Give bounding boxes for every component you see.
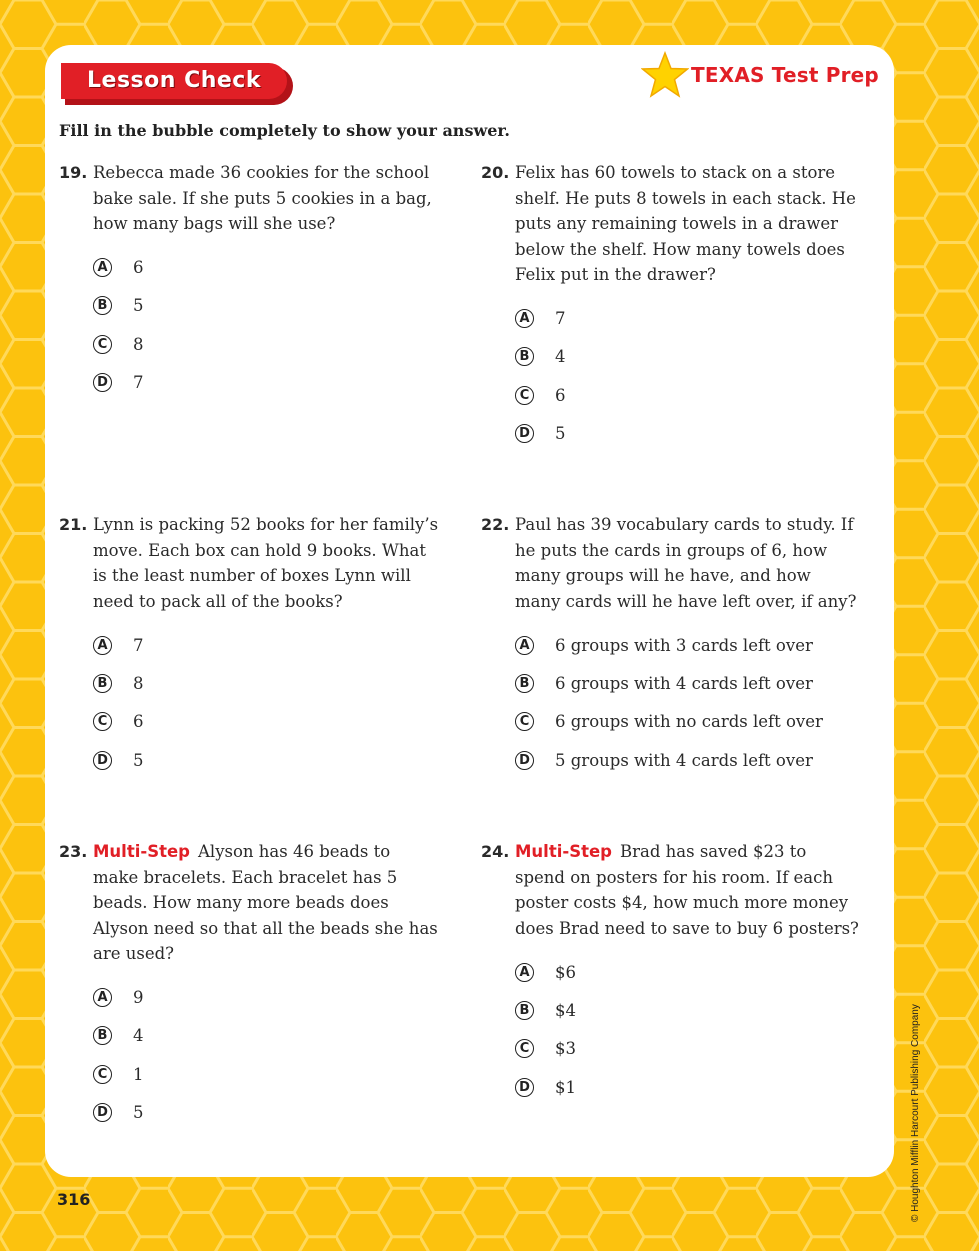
option-text: 7 <box>133 635 144 655</box>
answer-bubble-c[interactable]: C <box>515 1039 534 1058</box>
option-b[interactable] <box>93 1017 439 1055</box>
option-text: 6 <box>555 385 566 405</box>
option-text: $1 <box>555 1077 576 1097</box>
question-19 <box>59 160 439 402</box>
answer-bubble-a[interactable]: A <box>93 258 112 277</box>
question-number: 20. <box>481 163 510 182</box>
option-text: 8 <box>133 334 144 354</box>
option-c[interactable] <box>515 703 861 741</box>
question-23 <box>59 839 439 1132</box>
question-20 <box>481 160 861 453</box>
answer-bubble-a[interactable]: A <box>515 309 534 328</box>
option-a[interactable] <box>93 249 439 287</box>
lesson-check-banner <box>61 63 293 105</box>
answer-bubble-d[interactable]: D <box>515 424 534 443</box>
option-c[interactable] <box>93 1055 439 1093</box>
option-d[interactable] <box>515 741 861 779</box>
option-c[interactable] <box>93 325 439 363</box>
multi-step-label: Multi-Step <box>93 842 190 861</box>
option-text: 7 <box>555 309 566 329</box>
question-text: Alyson has 46 beads to make bracelets. Each bracelet has 5 beads. How many more beads does Alyson need so that all the beads she has are used? <box>93 842 438 963</box>
option-a[interactable] <box>515 953 861 991</box>
answer-bubble-b[interactable]: B <box>93 1026 112 1045</box>
instructions: Fill in the bubble completely to show your answer. <box>59 121 510 140</box>
option-a[interactable] <box>93 979 439 1017</box>
question-22 <box>481 512 861 779</box>
answer-bubble-b[interactable]: B <box>515 347 534 366</box>
question-text-block <box>515 839 861 941</box>
question-number: 23. <box>59 842 88 861</box>
question-text: Rebecca made 36 cookies for the school bake sale. If she puts 5 cookies in a bag, how many bags will she use? <box>93 163 432 233</box>
question-number: 21. <box>59 515 88 534</box>
option-d[interactable] <box>515 414 861 452</box>
option-text: 9 <box>133 988 144 1008</box>
option-c[interactable] <box>515 376 861 414</box>
answer-bubble-d[interactable]: D <box>515 1078 534 1097</box>
answer-bubble-a[interactable]: A <box>515 963 534 982</box>
option-a[interactable] <box>515 300 861 338</box>
answer-bubble-d[interactable]: D <box>93 1103 112 1122</box>
option-a[interactable] <box>515 626 861 664</box>
question-text: Lynn is packing 52 books for her family’s move. Each box can hold 9 books. What is the least number of boxes Lynn will need to pack all of the books? <box>93 515 439 611</box>
answer-bubble-c[interactable]: C <box>93 712 112 731</box>
answer-bubble-c[interactable]: C <box>93 335 112 354</box>
option-text: 6 groups with 4 cards left over <box>555 673 813 693</box>
option-d[interactable] <box>93 363 439 401</box>
option-text: $4 <box>555 1000 576 1020</box>
option-text: 5 <box>555 424 566 444</box>
answer-bubble-b[interactable]: B <box>515 1001 534 1020</box>
option-text: 5 groups with 4 cards left over <box>555 750 813 770</box>
answer-bubble-d[interactable]: D <box>515 751 534 770</box>
option-d[interactable] <box>93 1093 439 1131</box>
question-number: 19. <box>59 163 88 182</box>
question-number: 24. <box>481 842 510 861</box>
option-b[interactable] <box>515 338 861 376</box>
answer-bubble-a[interactable]: A <box>93 636 112 655</box>
multi-step-label: Multi-Step <box>515 842 612 861</box>
option-d[interactable] <box>93 741 439 779</box>
option-text: $3 <box>555 1039 576 1059</box>
option-text: 5 <box>133 296 144 316</box>
page-number: 316 <box>57 1190 91 1209</box>
question-number: 22. <box>481 515 510 534</box>
question-text: Felix has 60 towels to stack on a store shelf. He puts 8 towels in each stack. He puts any remaining towels in a drawer below the shelf. How many towels does Felix put in the drawer? <box>515 163 856 284</box>
lesson-check-label: Lesson Check <box>61 63 287 99</box>
option-b[interactable] <box>515 991 861 1029</box>
answer-bubble-c[interactable]: C <box>515 386 534 405</box>
question-text: Brad has saved $23 to spend on posters for his room. If each poster costs $4, how much more money does Brad need to save to buy 6 posters? <box>515 842 859 938</box>
option-text: 6 groups with no cards left over <box>555 712 823 732</box>
test-prep-label: TEXAS Test Prep <box>691 63 879 87</box>
answer-bubble-a[interactable]: A <box>515 636 534 655</box>
option-text: 1 <box>133 1064 144 1084</box>
texas-test-prep-logo <box>641 50 879 100</box>
answer-bubble-b[interactable]: B <box>93 674 112 693</box>
answer-bubble-d[interactable]: D <box>93 373 112 392</box>
question-21 <box>59 512 439 779</box>
option-text: 7 <box>133 373 144 393</box>
copyright-notice: © Houghton Mifflin Harcourt Publishing Company <box>910 1004 921 1222</box>
answer-bubble-a[interactable]: A <box>93 988 112 1007</box>
option-c[interactable] <box>515 1030 861 1068</box>
option-b[interactable] <box>515 664 861 702</box>
option-text: 6 groups with 3 cards left over <box>555 635 813 655</box>
option-a[interactable] <box>93 626 439 664</box>
question-text-block <box>93 839 439 967</box>
star-icon <box>641 51 689 99</box>
answer-bubble-c[interactable]: C <box>93 1065 112 1084</box>
option-text: 4 <box>555 347 566 367</box>
option-d[interactable] <box>515 1068 861 1106</box>
option-text: 5 <box>133 1103 144 1123</box>
option-text: 5 <box>133 750 144 770</box>
answer-bubble-b[interactable]: B <box>93 296 112 315</box>
option-b[interactable] <box>93 287 439 325</box>
option-c[interactable] <box>93 703 439 741</box>
option-text: $6 <box>555 962 576 982</box>
option-b[interactable] <box>93 664 439 702</box>
answer-bubble-d[interactable]: D <box>93 751 112 770</box>
question-text: Paul has 39 vocabulary cards to study. If he puts the cards in groups of 6, how many groups will he have, and how many cards will he have left over, if any? <box>515 515 857 611</box>
option-text: 6 <box>133 258 144 278</box>
answer-bubble-b[interactable]: B <box>515 674 534 693</box>
question-24 <box>481 839 861 1106</box>
option-text: 4 <box>133 1026 144 1046</box>
option-text: 8 <box>133 673 144 693</box>
answer-bubble-c[interactable]: C <box>515 712 534 731</box>
option-text: 6 <box>133 712 144 732</box>
